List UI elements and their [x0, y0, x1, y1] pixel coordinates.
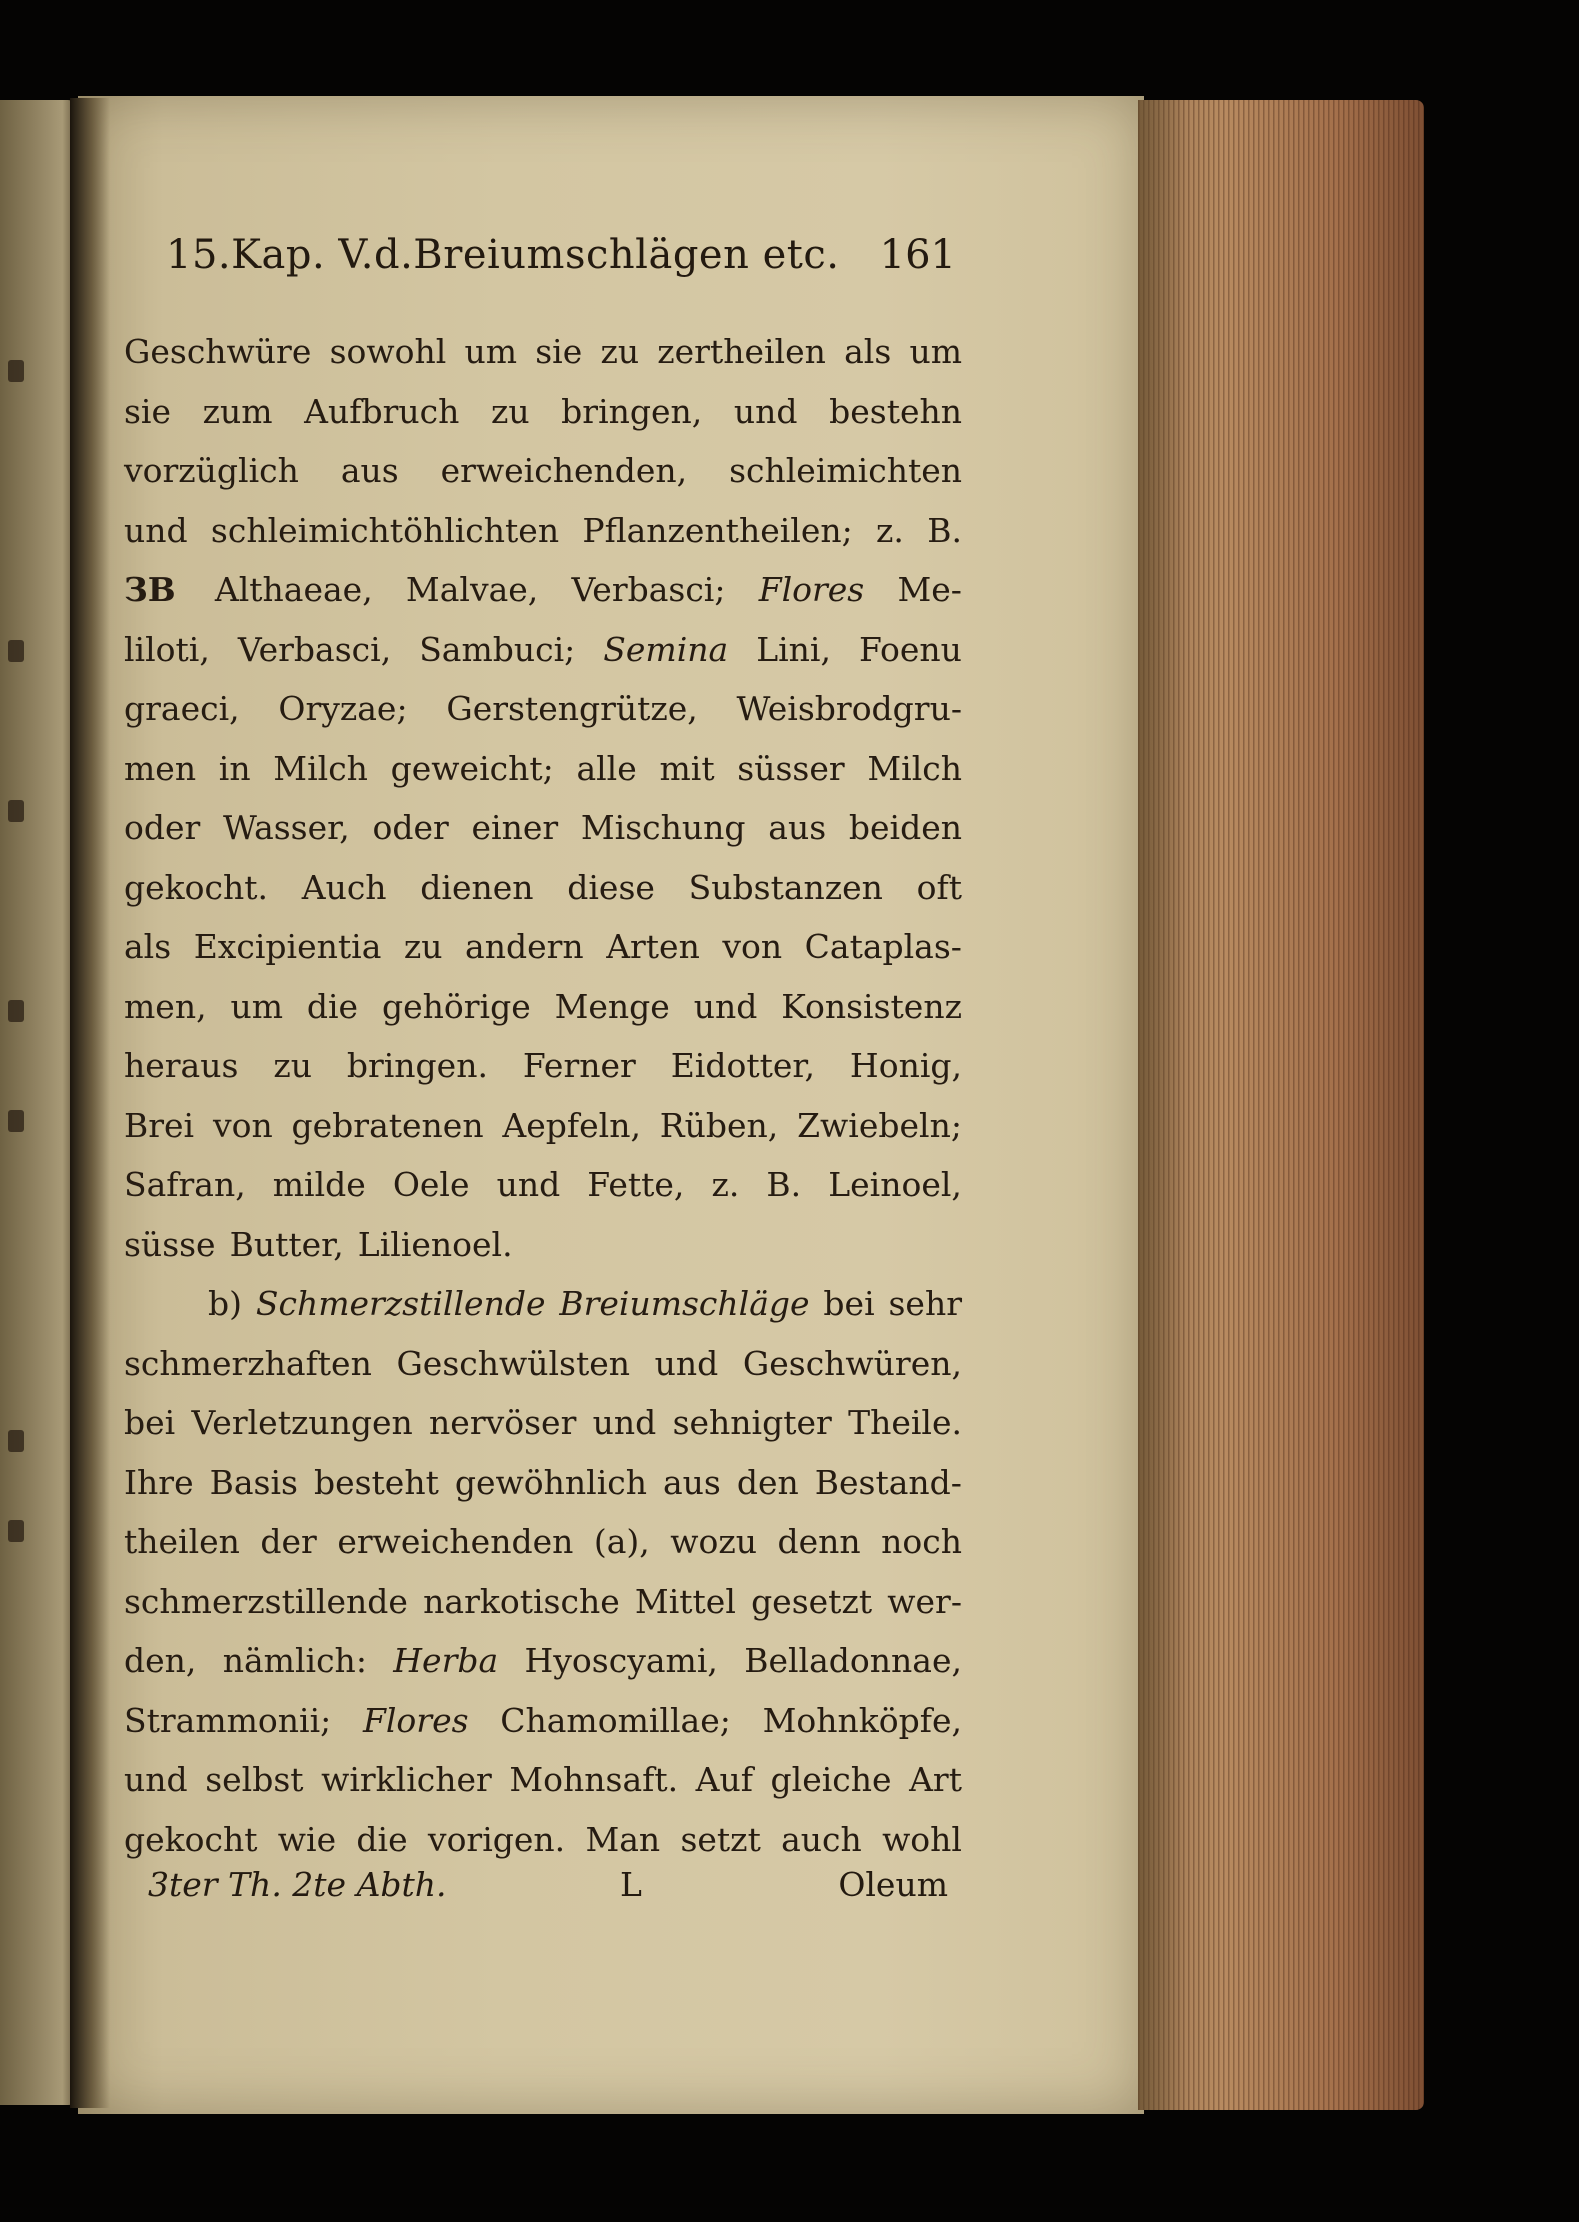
word: Lilienoel. [357, 1224, 513, 1264]
text-line [124, 1096, 962, 1156]
word: B. [927, 510, 962, 550]
word: und [592, 1403, 657, 1442]
word: Strammonii; [124, 1700, 332, 1740]
word: bringen, [561, 391, 703, 431]
word: sie [124, 391, 172, 431]
text-line [124, 679, 962, 739]
word: aus [768, 808, 827, 847]
page-footer [148, 1865, 948, 1915]
word: vorigen. [427, 1819, 566, 1859]
word: dienen [420, 867, 534, 907]
text-line [124, 798, 962, 858]
word: andern [465, 927, 584, 966]
word: mit [659, 748, 715, 788]
word: bestehn [829, 391, 962, 431]
word: alle [576, 748, 637, 788]
word: z. [711, 1165, 740, 1204]
word: theilen [124, 1522, 240, 1561]
word: Aufbruch [304, 391, 460, 431]
word: Semina [603, 629, 729, 669]
word: zertheilen [657, 332, 826, 371]
word: erweichenden [337, 1522, 574, 1561]
word: als [124, 927, 172, 966]
word: Mohnköpfe, [762, 1700, 962, 1740]
word: zu [600, 332, 640, 371]
word: heraus [124, 1046, 239, 1085]
word: Mohnsaft. [509, 1760, 679, 1799]
word: setzt [680, 1819, 761, 1859]
word: von [722, 927, 783, 966]
gutter-shadow [70, 98, 110, 2108]
facing-page-glyph [8, 1110, 24, 1132]
text-line [124, 1036, 962, 1096]
word: Malvae, [405, 570, 539, 609]
word: denn [777, 1522, 861, 1561]
word: z. [876, 510, 904, 550]
word: sowohl [329, 332, 447, 371]
word: aus [662, 1462, 721, 1502]
word: zu [273, 1046, 312, 1085]
word: Bestand- [814, 1462, 962, 1502]
word: Man [585, 1819, 661, 1859]
signature-line: 3ter Th. 2te Abth. [148, 1865, 447, 1904]
word: schleimichtöhlichten [210, 510, 560, 550]
facing-page-glyph [8, 360, 24, 382]
word: diese [567, 867, 655, 907]
word: aus [340, 451, 399, 490]
facing-page-glyph [8, 800, 24, 822]
word: um [909, 332, 962, 371]
word: B. [766, 1165, 802, 1204]
word: b) [208, 1284, 242, 1323]
word: besteht [313, 1462, 439, 1502]
text-line [124, 1274, 962, 1334]
text-line [124, 858, 962, 918]
word: Weisbrodgru- [736, 689, 962, 728]
word: (a), [593, 1522, 650, 1561]
catchword: Oleum [838, 1865, 948, 1904]
word: Honig, [849, 1046, 962, 1085]
word: oder [124, 808, 201, 847]
word: sehnigter [672, 1403, 832, 1442]
text-line [124, 1393, 962, 1453]
word: wirklicher [321, 1760, 492, 1799]
word: Gerstengrütze, [446, 689, 698, 728]
word: erweichenden, [440, 451, 688, 490]
word: Aepfeln, [502, 1105, 641, 1145]
facing-page-glyph [8, 1430, 24, 1452]
word: zum [202, 391, 273, 431]
word: Wasser, [223, 808, 350, 847]
text-line [124, 441, 962, 501]
text-line [124, 1155, 962, 1215]
word: Excipientia [193, 927, 382, 966]
word: Belladonnae, [744, 1641, 962, 1680]
facing-page-glyph [8, 1520, 24, 1542]
word: Menge [554, 986, 670, 1026]
word: milde [272, 1165, 366, 1204]
text-line [124, 620, 962, 680]
text-line [124, 1631, 962, 1691]
word: Safran, [124, 1165, 246, 1204]
word: und [693, 986, 758, 1026]
word: oft [916, 867, 962, 907]
signature-mark: L [620, 1865, 642, 1904]
word: den, [124, 1641, 197, 1680]
word: gesetzt [751, 1581, 873, 1621]
word: Flores [362, 1700, 469, 1740]
word: schmerzstillende [124, 1581, 408, 1621]
word: Verbasci; [571, 570, 726, 609]
word: Pflanzentheilen; [582, 510, 853, 550]
word: als [844, 332, 892, 371]
word: Geschwüre [124, 332, 312, 371]
text-line [124, 1512, 962, 1572]
word: men, [124, 986, 207, 1026]
word: Mischung [580, 808, 746, 847]
word: oder [372, 808, 449, 847]
word: schleimichten [729, 451, 962, 490]
word: und [496, 1165, 561, 1204]
word: Ferner [522, 1046, 636, 1085]
word: gleiche [770, 1760, 892, 1799]
word: Geschwülsten [396, 1343, 631, 1383]
word: wie [277, 1819, 337, 1859]
word: liloti, [124, 629, 210, 669]
running-header [166, 232, 956, 288]
word: gewöhnlich [454, 1462, 647, 1502]
fore-edge-shade [1138, 100, 1188, 2110]
word: Oryzae; [278, 689, 408, 728]
word: Ihre [124, 1462, 194, 1502]
word: Lini, [756, 629, 831, 669]
word: Schmerzstillende [255, 1284, 546, 1323]
word: Me- [897, 570, 962, 609]
text-line [124, 1750, 962, 1810]
word: men [124, 748, 197, 788]
word: beiden [848, 808, 962, 847]
word: Verletzungen [191, 1403, 413, 1442]
word: Leinoel, [828, 1165, 962, 1204]
word: in [218, 748, 251, 788]
word: Konsistenz [781, 986, 962, 1026]
word: wohl [882, 1819, 962, 1859]
body-text [124, 322, 962, 1869]
text-line [124, 917, 962, 977]
word: und [124, 510, 188, 550]
word: selbst [205, 1760, 304, 1799]
herba-symbol: ЗB [124, 570, 176, 609]
word: die [356, 1819, 408, 1859]
word: von [212, 1105, 273, 1145]
word: Butter, [229, 1224, 344, 1264]
word: und [733, 391, 798, 431]
word: Auf [695, 1760, 753, 1799]
text-line [124, 560, 962, 620]
word: Geschwüren, [742, 1343, 962, 1383]
text-line [124, 1572, 962, 1632]
word: Arten [606, 927, 700, 966]
word: der [260, 1522, 317, 1561]
word: geweicht; [390, 748, 554, 788]
word: Cataplas- [804, 927, 962, 966]
word: Milch [867, 748, 962, 788]
word: Breiumschläge [559, 1284, 810, 1323]
word: den [736, 1462, 799, 1502]
word: Herba [393, 1641, 499, 1680]
facing-page-glyph [8, 1000, 24, 1022]
word: graeci, [124, 689, 240, 728]
word: vorzüglich [124, 451, 299, 490]
word: narkotische [423, 1581, 620, 1621]
text-line [124, 739, 962, 799]
word: Milch [273, 748, 368, 788]
word: Verbasci, [237, 629, 392, 669]
text-line [124, 977, 962, 1037]
word: Mittel [634, 1581, 736, 1621]
text-line [124, 1810, 962, 1870]
word: Chamomillae; [500, 1700, 731, 1740]
word: Hyoscyami, [524, 1641, 718, 1680]
word: Zwiebeln; [797, 1105, 962, 1145]
word: gekocht [124, 1819, 258, 1859]
word: Basis [209, 1462, 298, 1502]
word: Eidotter, [670, 1046, 816, 1085]
text-line [124, 1215, 962, 1275]
word: und [654, 1343, 719, 1383]
word: und [124, 1760, 188, 1799]
word: Theile. [848, 1403, 962, 1442]
word: Sambuci; [419, 629, 576, 669]
word: nervöser [429, 1403, 577, 1442]
word: zu [490, 391, 530, 431]
word: Oele [392, 1165, 470, 1204]
word: Art [909, 1760, 962, 1799]
text-line [124, 322, 962, 382]
word: Rüben, [659, 1105, 779, 1145]
text-line [124, 1453, 962, 1513]
text-line [124, 1334, 962, 1394]
word: auch [781, 1819, 862, 1859]
word: gehörige [381, 986, 531, 1026]
word: gekocht. [124, 867, 269, 907]
word: die [306, 986, 359, 1026]
running-title: 15.Kap. V.d.Breiumschlägen etc. [166, 232, 840, 278]
text-line [124, 382, 962, 442]
word: Auch [301, 867, 387, 907]
word: Flores [758, 570, 865, 609]
word: sie [535, 332, 583, 371]
word: Substanzen [688, 867, 883, 907]
word: bei [124, 1403, 176, 1442]
word: süsser [737, 748, 845, 788]
word: bringen. [346, 1046, 488, 1085]
text-line [124, 1691, 962, 1751]
text-line [124, 501, 962, 561]
word: gebratenen [291, 1105, 484, 1145]
word: sehr [888, 1284, 962, 1323]
word: um [464, 332, 518, 371]
word: wer- [887, 1581, 962, 1621]
word: zu [403, 927, 443, 966]
word: um [230, 986, 283, 1026]
word: einer [471, 808, 559, 847]
word: Foenu [858, 629, 962, 669]
word: schmerzhaften [124, 1343, 372, 1383]
facing-page-glyph [8, 640, 24, 662]
word: Brei [124, 1105, 195, 1145]
word: wozu [670, 1522, 757, 1561]
facing-page-edge [0, 100, 78, 2105]
page-number: 161 [879, 232, 956, 278]
word: süsse [124, 1224, 216, 1264]
word: bei [823, 1284, 875, 1323]
word: Fette, [587, 1165, 685, 1204]
word: Althaeae, [214, 570, 373, 609]
word: nämlich: [222, 1641, 367, 1680]
word: noch [881, 1522, 962, 1561]
